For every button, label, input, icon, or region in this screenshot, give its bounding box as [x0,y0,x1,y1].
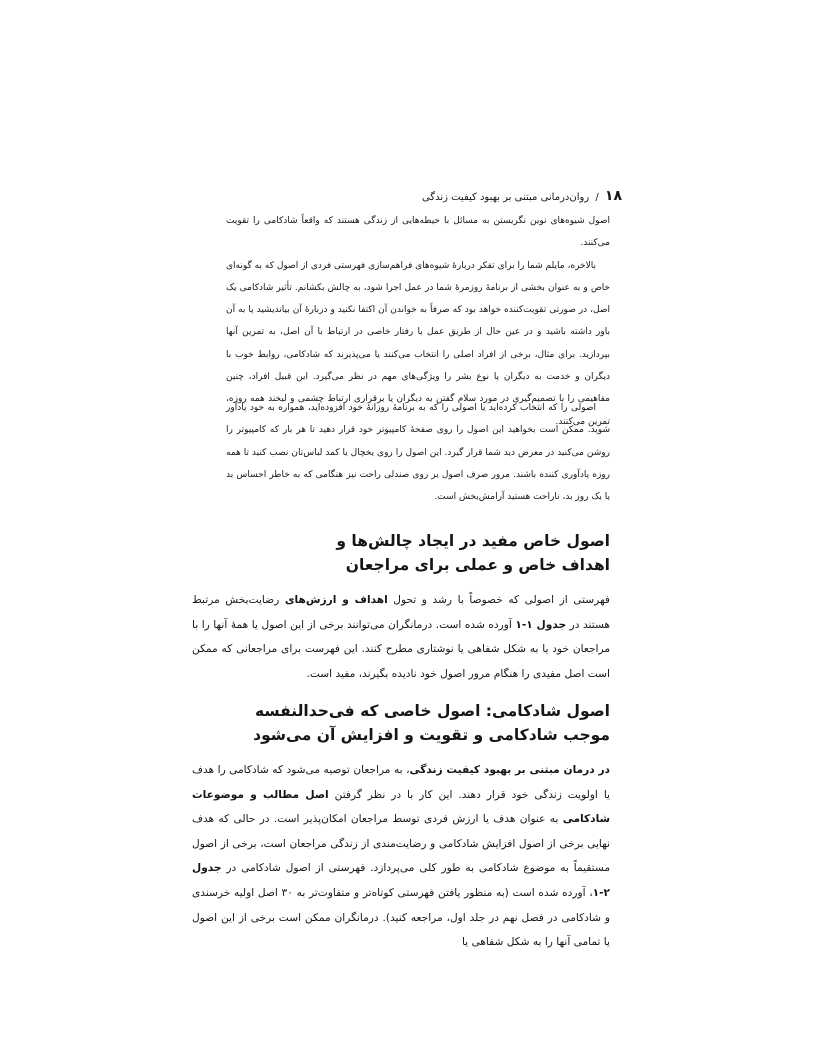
table-reference: جدول ۲-۱ [192,862,610,899]
heading-1-line-2: اهداف خاص و عملی برای مراجعان [345,556,610,574]
running-header [234,186,622,206]
finally-paragraph: بالاخره، مایلم شما را برای تفکر دربارۀ شیوه‌های فراهم‌سازی فهرستی فردی از اصول که به گونه‌ای خاص و به عنوان بخشی از برنامۀ روزمرۀ شما در عمل اجرا شود، به چالش بکشانم. تأثیر شادکامی یک اصل، در صورتی تقویت‌کننده خواهد بود که صرفاً به خواندن آن اکتفا نکنید و دربارۀ آن بیاندیشید یا به آن باور داشته باشید و در عین حال از طریق عمل یا رفتار خاصی در ارتباط با آن اصل، به تمرین آنها بپردازید. برای مثال، برخی از افراد اصلی را انتخاب می‌کنند یا می‌پذیرند که شادکامی، روابط خوب با دیگران و خدمت به دیگران یا نوع بشر را ویژگی‌های مهم در نظر می‌گیرد. این قبیل افراد، چنین مفاهیمی را با تصمیم‌گیری در مورد سلام گفتن به دیگران یا برقراری ارتباط چشمی و لبخند همه روزه، تمرین می‌کنند. [226,260,610,427]
text-run: رضایت‌بخش مرتبط هستند در [192,594,610,631]
section-heading-2 [190,699,610,747]
running-title: روان‌درمانی مبتنی بر بهبود کیفیت زندگی [421,192,590,203]
happiness-paragraph [192,758,610,955]
text-block-list [192,588,610,686]
reminder-paragraph: اصولی را که انتخاب کرده‌اید یا اصولی را که به برنامۀ روزانۀ خود افزوده‌اید، همواره به خود یادآور شوید. ممکن است بخواهید این اصول را روی صفحۀ کامپیوتر خود قرار دهید تا هر بار که کامپیوتر را روشن می‌کنید در معرض دید شما قرار گیرد. این اصول را روی یخچال یا کمد لباس‌تان نصب کنید تا همه روزه یادآوری کننده باشند. مرور صرف اصول بر روی صندلی راحت نیز هنگامی که به خاطر احساس بد یا یک روز بد، ناراحت هستید آرامش‌بخش است. [226,403,610,503]
heading-2-line-1: اصول شادکامی: اصول خاصی که فی‌حدالنفسه [254,702,610,720]
heading-2-line-2: موجب شادکامی و تقویت و افزایش آن می‌شود [253,726,610,744]
bold-run: اصل مطالب و موضوعات شادکامی [192,788,610,826]
bold-run: اهداف و ارزش‌های [284,594,388,606]
list-paragraph [192,588,610,686]
text-run: ، آورده شده است (به منظور یافتن فهرستی کوتاه‌تر و متفاوت‌تر به ۳۰ اصل اولیه خرسندی و شادکامی در فصل نهم در جلد اول، مراجعه کنید). درمانگران ممکن است برخی از این اصول یا تمامی آنها را به شکل شفاهی یا [192,886,610,949]
text-block-reminder [226,397,610,508]
intro-tail-paragraph: اصول شیوه‌های نوین نگریستن به مسائل با حیطه‌هایی از زندگی هستند که واقعاً شادکامی را تقویت می‌کنند. [226,216,610,249]
page-number: ۱۸ [604,188,622,204]
text-run: فهرستی از اصولی که خصوصاً با رشد و تحول [387,594,610,606]
text-block-happiness [192,758,610,955]
section-heading-1 [190,529,610,577]
table-reference: جدول ۱-۱ [515,618,567,631]
text-run: ، به مراجعان توصیه می‌شود که شادکامی را هدف یا اولویت زندگی خود قرار دهند. این کار با در نظر گرفتن [192,764,610,801]
heading-1-line-1: اصول خاص مفید در ایجاد چالش‌ها و [336,532,610,550]
header-separator: / [595,192,599,203]
text-run: به عنوان هدف یا ارزش فردی توسط مراجعان امکان‌پذیر است. در حالی که هدف نهایی برخی از اصول افزایش شادکامی و رضایت‌مندی از زندگی مراجعان است، برخی از اصول مستقیماً به موضوع شادکامی به طور کلی می‌پردازد. فهرستی از اصول شادکامی در [192,813,610,875]
text-run: آورده شده است. درمانگران می‌توانند برخی از این اصول یا همۀ آنها را با مراجعان خود یا به شکل شفاهی یا نوشتاری مطرح کنند. این فهرست برای مراجعانی که ممکن است اصل مفیدی را هنگام مرور اصول خود نادیده بگیرند، مفید است. [192,618,610,680]
bold-run: در درمان مبتنی بر بهبود کیفیت زندگی [409,764,610,776]
